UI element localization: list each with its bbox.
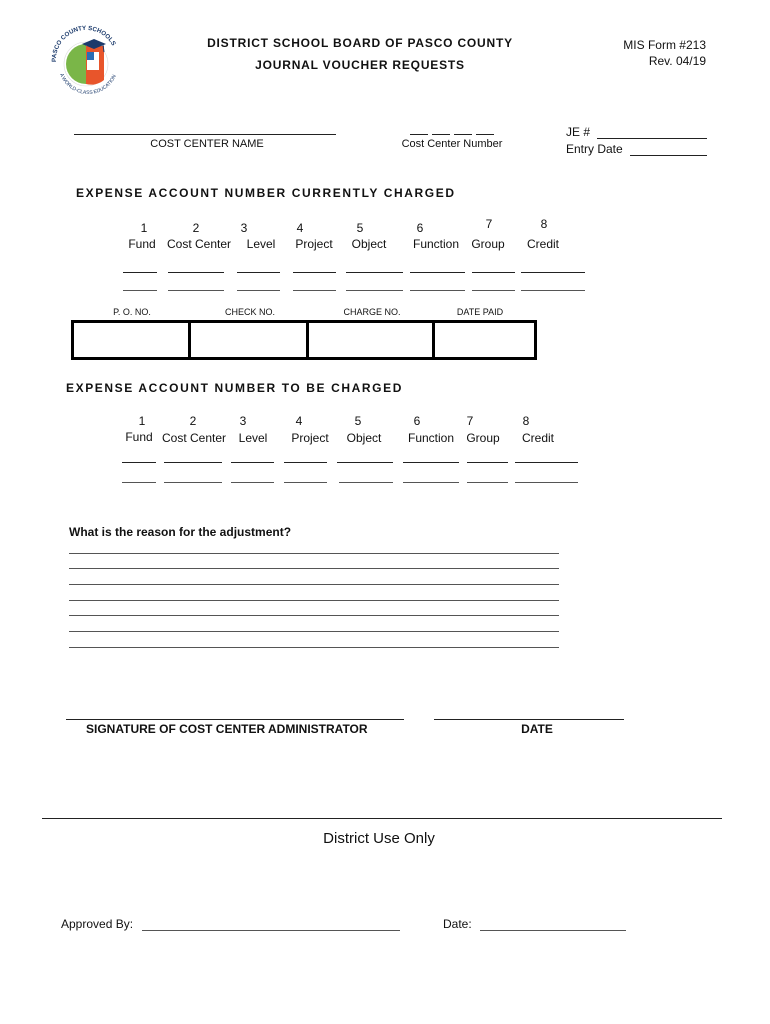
entry-date-label: Entry Date	[566, 142, 623, 156]
s2-col-2-num: 2	[189, 414, 197, 428]
s2-col-5-label: Object	[346, 431, 382, 445]
s1-col-1-label: Fund	[128, 237, 156, 251]
s1-col-2-num: 2	[192, 221, 200, 235]
signature-date-label: DATE	[521, 722, 553, 736]
payment-info-boxes	[71, 320, 537, 360]
reason-line-3[interactable]	[69, 584, 559, 585]
approved-by-field[interactable]	[142, 930, 400, 931]
s1-col-8-label: Credit	[526, 237, 559, 251]
reason-line-7[interactable]	[69, 647, 559, 648]
charge-no-label: CHARGE NO.	[343, 307, 401, 317]
s2-cost-center-field-1[interactable]	[164, 462, 222, 463]
district-date-field[interactable]	[480, 930, 626, 931]
s1-fund-field-2[interactable]	[123, 290, 157, 291]
reason-line-6[interactable]	[69, 631, 559, 632]
s1-cost-center-field-2[interactable]	[168, 290, 224, 291]
cost-center-number-line-1[interactable]	[410, 134, 428, 135]
section1-title: EXPENSE ACCOUNT NUMBER CURRENTLY CHARGED	[76, 186, 456, 200]
s2-col-1-label: Fund	[125, 430, 153, 444]
s1-cost-center-field-1[interactable]	[168, 272, 224, 273]
s2-col-7-num: 7	[466, 414, 474, 428]
date-paid-box[interactable]	[435, 323, 534, 357]
s1-col-1-num: 1	[140, 221, 148, 235]
je-field[interactable]	[597, 138, 707, 139]
s1-col-3-num: 3	[240, 221, 248, 235]
s2-col-3-label: Level	[238, 431, 268, 445]
s1-object-field-2[interactable]	[346, 290, 403, 291]
s2-credit-field-1[interactable]	[515, 462, 578, 463]
s2-col-7-label: Group	[466, 431, 500, 445]
s2-cost-center-field-2[interactable]	[164, 482, 222, 483]
s2-col-2-label: Cost Center	[161, 431, 227, 445]
cost-center-number-line-3[interactable]	[454, 134, 472, 135]
s1-function-field-2[interactable]	[410, 290, 465, 291]
s2-col-8-label: Credit	[521, 431, 554, 445]
s1-col-2-label: Cost Center	[166, 237, 232, 251]
s2-col-8-num: 8	[522, 414, 530, 428]
s1-project-field-1[interactable]	[293, 272, 336, 273]
s2-fund-field-2[interactable]	[122, 482, 156, 483]
po-no-box[interactable]	[74, 323, 191, 357]
s2-col-5-num: 5	[354, 414, 362, 428]
s2-level-field-1[interactable]	[231, 462, 274, 463]
s2-col-1-num: 1	[138, 414, 146, 428]
s1-col-8-num: 8	[540, 217, 548, 231]
s1-col-6-num: 6	[416, 221, 424, 235]
s1-credit-field-2[interactable]	[521, 290, 585, 291]
s2-object-field-2[interactable]	[339, 482, 393, 483]
cost-center-number-line-4[interactable]	[476, 134, 494, 135]
je-label: JE #	[566, 125, 591, 139]
s1-col-7-label: Group	[471, 237, 505, 251]
form-title: JOURNAL VOUCHER REQUESTS	[255, 58, 465, 72]
s2-col-4-label: Project	[291, 431, 329, 445]
s1-group-field-1[interactable]	[472, 272, 515, 273]
approved-by-label: Approved By:	[61, 917, 134, 931]
s1-col-5-label: Object	[351, 237, 387, 251]
s1-group-field-2[interactable]	[472, 290, 515, 291]
district-date-label: Date:	[443, 917, 472, 931]
reason-line-1[interactable]	[69, 553, 559, 554]
s1-fund-field-1[interactable]	[123, 272, 157, 273]
pasco-schools-logo	[46, 22, 130, 98]
s2-col-6-label: Function	[407, 431, 455, 445]
district-use-title: District Use Only	[323, 830, 435, 847]
date-paid-label: DATE PAID	[456, 307, 504, 317]
s1-level-field-1[interactable]	[237, 272, 280, 273]
cost-center-number-line-2[interactable]	[432, 134, 450, 135]
form-revision: Rev. 04/19	[648, 54, 706, 68]
district-divider	[42, 818, 722, 819]
s2-group-field-1[interactable]	[467, 462, 508, 463]
logo-bottom-text: A WORLD-CLASS EDUCATION	[58, 72, 118, 96]
s1-col-4-num: 4	[296, 221, 304, 235]
check-no-box[interactable]	[191, 323, 309, 357]
s1-object-field-1[interactable]	[346, 272, 403, 273]
admin-signature-label: SIGNATURE OF COST CENTER ADMINISTRATOR	[86, 722, 368, 736]
s1-col-5-num: 5	[356, 221, 364, 235]
s1-col-4-label: Project	[295, 237, 333, 251]
admin-signature-line[interactable]	[66, 719, 404, 720]
form-number: MIS Form #213	[623, 38, 706, 52]
s1-function-field-1[interactable]	[410, 272, 465, 273]
reason-line-2[interactable]	[69, 568, 559, 569]
reason-line-5[interactable]	[69, 615, 559, 616]
reason-line-4[interactable]	[69, 600, 559, 601]
s1-col-6-label: Function	[412, 237, 460, 251]
cost-center-name-label: COST CENTER NAME	[150, 138, 264, 150]
s2-group-field-2[interactable]	[467, 482, 508, 483]
s1-col-7-num: 7	[485, 217, 493, 231]
charge-no-box[interactable]	[309, 323, 435, 357]
s1-credit-field-1[interactable]	[521, 272, 585, 273]
s2-fund-field-1[interactable]	[122, 462, 156, 463]
s2-function-field-2[interactable]	[403, 482, 459, 483]
logo-arc-text: PASCO COUNTY SCHOOLS	[50, 24, 117, 63]
s2-project-field-2[interactable]	[284, 482, 327, 483]
cost-center-name-line[interactable]	[74, 134, 336, 135]
signature-date-line[interactable]	[434, 719, 624, 720]
s2-credit-field-2[interactable]	[515, 482, 578, 483]
reason-question: What is the reason for the adjustment?	[69, 525, 292, 539]
s1-level-field-2[interactable]	[237, 290, 280, 291]
check-no-label: CHECK NO.	[224, 307, 275, 317]
s2-col-4-num: 4	[295, 414, 303, 428]
s2-function-field-1[interactable]	[403, 462, 459, 463]
po-no-label: P. O. NO.	[113, 307, 151, 317]
s2-col-6-num: 6	[413, 414, 421, 428]
s2-level-field-2[interactable]	[231, 482, 274, 483]
s2-object-field-1[interactable]	[337, 462, 393, 463]
cost-center-number-label: Cost Center Number	[401, 138, 503, 150]
section2-title: EXPENSE ACCOUNT NUMBER TO BE CHARGED	[66, 381, 403, 395]
s2-col-3-num: 3	[239, 414, 247, 428]
s1-col-3-label: Level	[246, 237, 276, 251]
district-title: DISTRICT SCHOOL BOARD OF PASCO COUNTY	[207, 36, 513, 50]
s1-project-field-2[interactable]	[293, 290, 336, 291]
entry-date-field[interactable]	[630, 155, 707, 156]
s2-project-field-1[interactable]	[284, 462, 327, 463]
